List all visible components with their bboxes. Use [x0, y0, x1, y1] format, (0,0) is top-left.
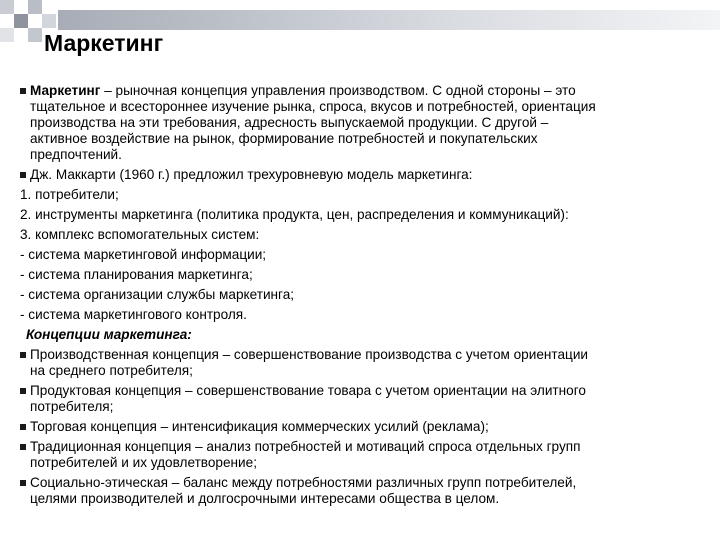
- concept-text-cont: потребителя;: [30, 399, 114, 414]
- definition-text: – рыночная концепция управления производством. С одной стороны – это: [100, 83, 576, 98]
- subsystem-item-4: - система маркетингового контроля.: [20, 307, 247, 322]
- concept-text: Торговая концепция – интенсификация коммерческих усилий (реклама);: [30, 419, 489, 434]
- definition-line-5: предпочтений.: [30, 147, 122, 162]
- concept-item-social-ethical: [18, 475, 698, 507]
- definition-term: Маркетинг: [30, 83, 101, 98]
- square-bullet-icon: [20, 88, 26, 94]
- concept-item-product: [18, 383, 698, 415]
- definition-line-3: производства на эти требования, адресность выпускаемой продукции. С другой –: [30, 115, 549, 130]
- concept-text: Социально-этическая – баланс между потребностями различных групп потребителей,: [30, 475, 577, 490]
- model-level-2: 2. инструменты маркетинга (политика продукта, цен, распределения и коммуникаций):: [20, 207, 569, 222]
- concept-text-cont: целями производителей и долгосрочными интересами общества в целом.: [30, 491, 500, 506]
- concept-text-cont: на среднего потребителя;: [30, 363, 193, 378]
- concept-item-traditional: [18, 439, 698, 471]
- concepts-heading: Концепции маркетинга:: [26, 327, 192, 342]
- slide-title: Маркетинг: [44, 30, 164, 56]
- square-bullet-icon: [20, 352, 26, 358]
- square-bullet-icon: [20, 424, 26, 430]
- concept-item-production: [18, 347, 698, 379]
- square-bullet-icon: [20, 444, 26, 450]
- subsystem-item-1: - система маркетинговой информации;: [20, 247, 267, 262]
- model-level-1: 1. потребители;: [20, 187, 119, 202]
- concept-text-cont: потребителей и их удовлетворение;: [30, 455, 257, 470]
- concept-text: Традиционная концепция – анализ потребностей и мотиваций спроса отдельных групп: [30, 439, 581, 454]
- mccarthy-paragraph: [18, 167, 698, 183]
- definition-paragraph: [18, 83, 698, 163]
- square-bullet-icon: [20, 172, 26, 178]
- model-level-3: 3. комплекс вспомогательных систем:: [20, 227, 260, 242]
- concept-text: Производственная концепция – совершенствование производства с учетом ориентации: [30, 347, 589, 362]
- definition-line-2: тщательное и всестороннее изучение рынка, спроса, вкусов и потребностей, ориентация: [30, 99, 596, 114]
- slide-body: [18, 83, 698, 507]
- subsystem-item-2: - система планирования маркетинга;: [20, 267, 253, 282]
- concept-item-sales: [18, 419, 698, 435]
- mccarthy-text: Дж. Маккарти (1960 г.) предложил трехуровневую модель маркетинга:: [30, 167, 473, 182]
- subsystem-item-3: - система организации службы маркетинга;: [20, 287, 295, 302]
- concept-text: Продуктовая концепция – совершенствование товара с учетом ориентации на элитного: [30, 383, 586, 398]
- definition-line-4: активное воздействие на рынок, формирование потребностей и покупательских: [30, 131, 538, 146]
- square-bullet-icon: [20, 480, 26, 486]
- square-bullet-icon: [20, 388, 26, 394]
